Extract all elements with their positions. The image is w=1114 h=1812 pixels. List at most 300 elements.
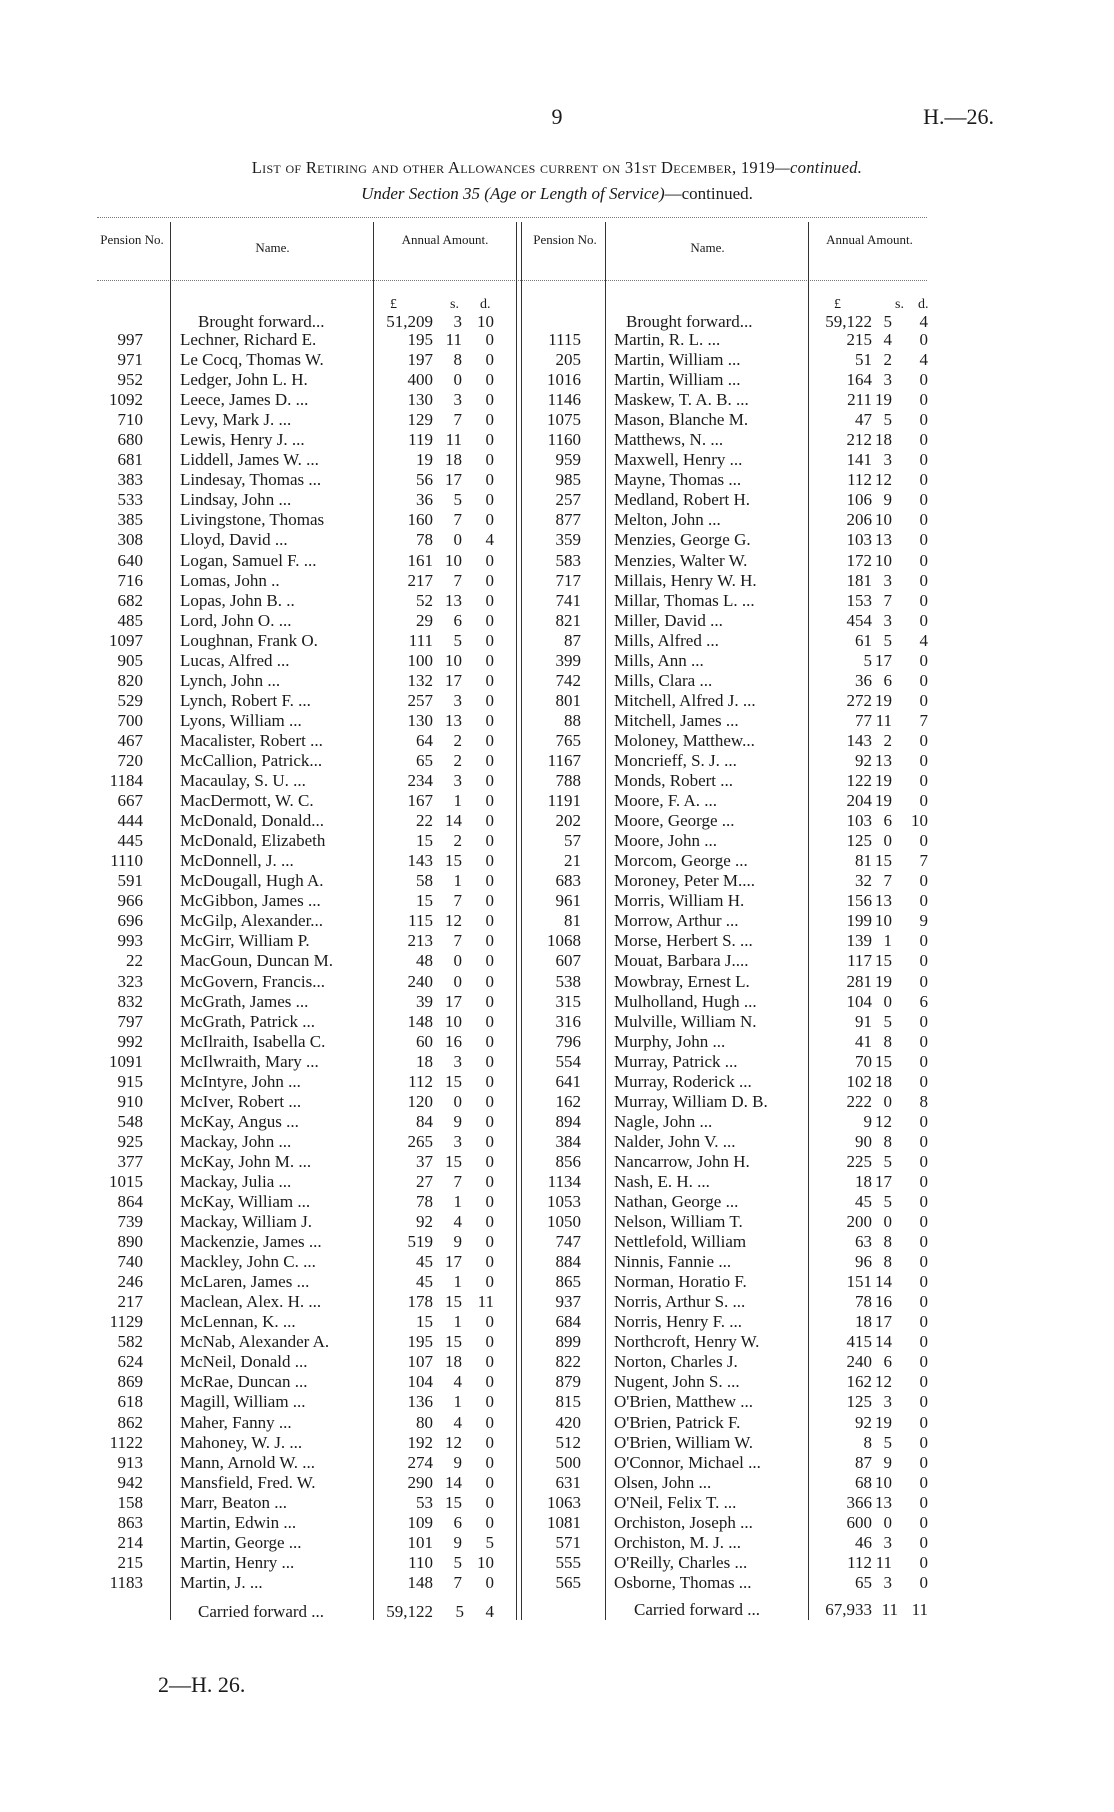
right-amount-shillings: 2 (883, 730, 892, 750)
left-amount-shillings: 16 (445, 1031, 462, 1051)
left-amount-pence: 0 (485, 1272, 494, 1292)
right-pensioner-name: Mitchell, Alfred J. ... (614, 690, 756, 710)
right-amount-shillings: 8 (883, 1131, 892, 1151)
left-amount-pounds: 29 (416, 610, 433, 630)
right-amount-pence: 0 (919, 1392, 928, 1412)
right-amount-pounds: 51 (855, 350, 872, 370)
table-row (0, 651, 1114, 671)
right-amount-pence: 0 (919, 1071, 928, 1091)
left-amount-pounds: 132 (407, 670, 433, 690)
left-amount-shillings: 9 (453, 1532, 462, 1552)
table-row (0, 951, 1114, 971)
unit-pounds-left: £ (390, 297, 397, 312)
left-pensioner-name: Levy, Mark J. ... (180, 410, 292, 430)
table-row (0, 791, 1114, 811)
header-pension-no-left: Pension No. (100, 232, 164, 247)
right-amount-shillings: 6 (883, 1352, 892, 1372)
right-pensioner-name: O'Brien, William W. (614, 1432, 754, 1452)
left-pensioner-name: Mann, Arnold W. ... (180, 1452, 316, 1472)
right-amount-shillings: 14 (875, 1272, 892, 1292)
left-pension-no: 890 (117, 1232, 143, 1252)
right-amount-shillings: 17 (875, 650, 892, 670)
right-amount-shillings: 15 (875, 951, 892, 971)
right-amount-pounds: 454 (846, 610, 872, 630)
right-pension-no: 565 (555, 1572, 581, 1592)
left-amount-pounds: 112 (408, 1071, 433, 1091)
left-amount-pounds: 15 (416, 891, 433, 911)
left-pensioner-name: Le Cocq, Thomas W. (180, 350, 324, 370)
table-row (0, 1132, 1114, 1152)
table-row (0, 771, 1114, 791)
footer-reference: 2—H. 26. (158, 1672, 246, 1697)
right-pension-no: 316 (555, 1011, 581, 1031)
right-pension-no: 1146 (547, 390, 581, 410)
left-amount-shillings: 0 (453, 971, 462, 991)
right-amount-pounds: 141 (846, 450, 872, 470)
right-pension-no: 821 (555, 610, 581, 630)
right-amount-shillings: 18 (875, 1071, 892, 1091)
left-amount-pence: 0 (485, 710, 494, 730)
right-amount-pence: 0 (919, 1552, 928, 1572)
left-pensioner-name: McGibbon, James ... (180, 891, 321, 911)
left-pension-no: 1183 (109, 1572, 143, 1592)
right-pensioner-name: Mayne, Thomas ... (614, 470, 742, 490)
left-pensioner-name: Lechner, Richard E. (180, 330, 317, 349)
right-amount-pounds: 112 (847, 470, 872, 490)
left-pensioner-name: Martin, J. ... (180, 1572, 263, 1592)
left-amount-shillings: 0 (453, 370, 462, 390)
subtitle-continued: —continued. (664, 184, 753, 203)
left-amount-pounds: 60 (416, 1031, 433, 1051)
right-pensioner-name: Murray, William D. B. (614, 1091, 768, 1111)
left-amount-shillings: 7 (453, 891, 462, 911)
table-row (0, 571, 1114, 591)
page-subtitle (0, 184, 1114, 204)
left-pensioner-name: Loughnan, Frank O. (180, 630, 318, 650)
right-pensioner-name: Norris, Henry F. ... (614, 1312, 743, 1332)
right-pension-no: 884 (555, 1252, 581, 1272)
left-amount-pounds: 240 (407, 971, 433, 991)
right-amount-pence: 0 (919, 510, 928, 530)
left-amount-pounds: 213 (407, 931, 433, 951)
left-amount-shillings: 6 (453, 1512, 462, 1532)
right-pension-no: 742 (555, 670, 581, 690)
left-pension-no: 992 (117, 1031, 143, 1051)
right-amount-pence: 0 (919, 1372, 928, 1392)
brought-forward-shillings-right: 5 (883, 312, 892, 331)
title-main: List of Retiring and other Allowances current on 31st December, 1919 (251, 158, 776, 177)
right-amount-pence: 0 (919, 931, 928, 951)
table-row (0, 1272, 1114, 1292)
header-name-right: Name. (690, 240, 725, 255)
left-pensioner-name: McDonald, Donald... (180, 811, 325, 831)
left-amount-pounds: 27 (416, 1171, 433, 1191)
right-pension-no: 202 (555, 811, 581, 831)
table-row (0, 711, 1114, 731)
left-pension-no: 993 (117, 931, 143, 951)
left-amount-pence: 0 (485, 1212, 494, 1232)
left-amount-shillings: 9 (453, 1232, 462, 1252)
left-amount-pounds: 161 (407, 550, 433, 570)
right-amount-pounds: 18 (855, 1171, 872, 1191)
left-pension-no: 905 (117, 650, 143, 670)
left-pensioner-name: Macaulay, S. U. ... (180, 771, 306, 791)
left-amount-pence: 0 (485, 410, 494, 430)
right-amount-pounds: 211 (847, 390, 872, 410)
left-amount-shillings: 4 (453, 1412, 462, 1432)
left-amount-pence: 0 (485, 1071, 494, 1091)
right-pension-no: 162 (555, 1091, 581, 1111)
left-amount-shillings: 13 (445, 710, 462, 730)
left-amount-shillings: 0 (453, 530, 462, 550)
left-amount-pence: 0 (485, 1372, 494, 1392)
right-pensioner-name: Mills, Clara ... (614, 670, 713, 690)
right-pensioner-name: Nancarrow, John H. (614, 1151, 750, 1171)
left-pension-no: 215 (117, 1552, 143, 1572)
left-pension-no: 383 (117, 470, 143, 490)
left-amount-shillings: 7 (453, 1572, 462, 1592)
right-pensioner-name: Mowbray, Ernest L. (614, 971, 750, 991)
right-amount-pounds: 181 (846, 570, 872, 590)
left-pension-no: 681 (117, 450, 143, 470)
left-amount-shillings: 7 (453, 931, 462, 951)
right-amount-pence: 0 (919, 1252, 928, 1272)
left-amount-pence: 0 (485, 350, 494, 370)
table-row (0, 1372, 1114, 1392)
left-amount-shillings: 15 (445, 1292, 462, 1312)
left-pension-no: 1097 (109, 630, 143, 650)
right-pension-no: 384 (555, 1131, 581, 1151)
right-amount-pence: 0 (919, 530, 928, 550)
right-pensioner-name: Millar, Thomas L. ... (614, 590, 755, 610)
left-amount-pounds: 195 (407, 1332, 433, 1352)
right-amount-pence: 6 (919, 991, 928, 1011)
right-pensioner-name: Nathan, George ... (614, 1192, 739, 1212)
left-pension-no: 740 (117, 1252, 143, 1272)
left-pension-no: 246 (117, 1272, 143, 1292)
left-amount-pounds: 111 (408, 630, 433, 650)
left-amount-shillings: 2 (453, 831, 462, 851)
left-amount-shillings: 9 (453, 1452, 462, 1472)
brought-forward-pounds-right: 59,122 (825, 312, 872, 331)
right-amount-pounds: 92 (855, 750, 872, 770)
right-pension-no: 1068 (547, 931, 581, 951)
left-amount-pence: 0 (485, 330, 494, 349)
right-pensioner-name: Moncrieff, S. J. ... (614, 750, 737, 770)
right-pension-no: 554 (555, 1051, 581, 1071)
right-amount-pence: 0 (919, 1272, 928, 1292)
left-amount-pounds: 84 (416, 1111, 433, 1131)
right-amount-pence: 0 (919, 1031, 928, 1051)
left-amount-shillings: 14 (445, 811, 462, 831)
page-title (0, 158, 1114, 178)
table-row (0, 551, 1114, 571)
right-amount-pounds: 68 (855, 1472, 872, 1492)
right-amount-pence: 0 (919, 750, 928, 770)
right-amount-pounds: 156 (846, 891, 872, 911)
table-row (0, 450, 1114, 470)
right-amount-shillings: 15 (875, 851, 892, 871)
left-pension-no: 1122 (109, 1432, 143, 1452)
right-amount-pence: 0 (919, 1111, 928, 1131)
left-pension-no: 624 (117, 1352, 143, 1372)
left-amount-pounds: 274 (407, 1452, 433, 1472)
left-amount-shillings: 12 (445, 911, 462, 931)
right-pension-no: 88 (564, 710, 581, 730)
carried-forward-pence-right: 11 (911, 1600, 928, 1619)
left-amount-pounds: 15 (416, 831, 433, 851)
table-row (0, 831, 1114, 851)
right-amount-pounds: 106 (846, 490, 872, 510)
left-pensioner-name: Logan, Samuel F. ... (180, 550, 317, 570)
right-amount-shillings: 16 (875, 1292, 892, 1312)
right-amount-shillings: 0 (883, 1212, 892, 1232)
right-pension-no: 571 (555, 1532, 581, 1552)
right-amount-shillings: 5 (883, 630, 892, 650)
right-amount-pence: 0 (919, 891, 928, 911)
left-pension-no: 966 (117, 891, 143, 911)
header-name-left: Name. (255, 240, 290, 255)
right-pensioner-name: Millais, Henry W. H. (614, 570, 757, 590)
left-amount-pence: 0 (485, 510, 494, 530)
right-amount-shillings: 12 (875, 1372, 892, 1392)
left-amount-shillings: 12 (445, 1432, 462, 1452)
right-amount-pounds: 36 (855, 670, 872, 690)
left-amount-pence: 0 (485, 971, 494, 991)
right-amount-pounds: 87 (855, 1452, 872, 1472)
right-amount-shillings: 14 (875, 1332, 892, 1352)
left-pension-no: 1091 (109, 1051, 143, 1071)
unit-pence-left: d. (480, 297, 491, 312)
right-pensioner-name: Nagle, John ... (614, 1111, 713, 1131)
left-pension-no: 997 (117, 330, 143, 349)
left-pensioner-name: Leece, James D. ... (180, 390, 309, 410)
left-pensioner-name: Ledger, John L. H. (180, 370, 308, 390)
left-pensioner-name: Lynch, John ... (180, 670, 281, 690)
right-amount-pounds: 81 (855, 851, 872, 871)
right-amount-shillings: 7 (883, 590, 892, 610)
table-row (0, 751, 1114, 771)
left-pensioner-name: Lomas, John .. (180, 570, 280, 590)
right-amount-pounds: 225 (846, 1151, 872, 1171)
left-amount-pounds: 45 (416, 1272, 433, 1292)
left-amount-shillings: 8 (453, 350, 462, 370)
left-amount-pounds: 36 (416, 490, 433, 510)
left-amount-shillings: 6 (453, 610, 462, 630)
table-row (0, 330, 1114, 350)
left-pensioner-name: Mackley, John C. ... (180, 1252, 316, 1272)
table-row (0, 1052, 1114, 1072)
table-row (0, 350, 1114, 370)
left-amount-pence: 0 (485, 490, 494, 510)
left-amount-pence: 0 (485, 911, 494, 931)
right-amount-pounds: 222 (846, 1091, 872, 1111)
left-pensioner-name: Maher, Fanny ... (180, 1412, 292, 1432)
right-amount-pence: 0 (919, 470, 928, 490)
right-pension-no: 1191 (547, 791, 581, 811)
left-pensioner-name: Martin, Edwin ... (180, 1512, 297, 1532)
right-pensioner-name: Nash, E. H. ... (614, 1171, 710, 1191)
header-amount-right: Annual Amount. (826, 232, 913, 247)
right-amount-pence: 9 (919, 911, 928, 931)
right-amount-pounds: 281 (846, 971, 872, 991)
unit-pounds-right: £ (834, 297, 841, 312)
right-amount-pence: 0 (919, 1151, 928, 1171)
left-pensioner-name: McDonnell, J. ... (180, 851, 294, 871)
right-amount-pounds: 366 (846, 1492, 872, 1512)
right-pension-no: 1053 (547, 1192, 581, 1212)
left-pensioner-name: McIntyre, John ... (180, 1071, 301, 1091)
left-amount-pence: 0 (485, 630, 494, 650)
left-amount-shillings: 3 (453, 771, 462, 791)
right-pension-no: 717 (555, 570, 581, 590)
right-amount-pounds: 151 (846, 1272, 872, 1292)
right-amount-shillings: 7 (883, 871, 892, 891)
left-amount-pence: 0 (485, 1171, 494, 1191)
left-pension-no: 667 (117, 791, 143, 811)
table-row (0, 591, 1114, 611)
right-pensioner-name: Maskew, T. A. B. ... (614, 390, 749, 410)
left-pension-no: 739 (117, 1212, 143, 1232)
left-pension-no: 529 (117, 690, 143, 710)
table-row (0, 671, 1114, 691)
left-pension-no: 640 (117, 550, 143, 570)
table-row (0, 1172, 1114, 1192)
left-amount-pounds: 519 (407, 1232, 433, 1252)
right-pensioner-name: Nelson, William T. (614, 1212, 743, 1232)
left-pensioner-name: McDonald, Elizabeth (180, 831, 326, 851)
left-pension-no: 214 (117, 1532, 143, 1552)
left-amount-pounds: 148 (407, 1572, 433, 1592)
right-pension-no: 765 (555, 730, 581, 750)
right-amount-pence: 0 (919, 430, 928, 450)
right-amount-shillings: 8 (883, 1031, 892, 1051)
right-pension-no: 1134 (547, 1171, 581, 1191)
right-amount-pounds: 600 (846, 1512, 872, 1532)
table-row (0, 1112, 1114, 1132)
right-amount-pence: 0 (919, 730, 928, 750)
right-amount-shillings: 9 (883, 490, 892, 510)
right-pensioner-name: Monds, Robert ... (614, 771, 733, 791)
left-amount-pounds: 115 (408, 911, 433, 931)
right-amount-pounds: 153 (846, 590, 872, 610)
right-pension-no: 205 (555, 350, 581, 370)
right-amount-shillings: 13 (875, 750, 892, 770)
right-pensioner-name: Nalder, John V. ... (614, 1131, 736, 1151)
left-pension-no: 444 (117, 811, 143, 831)
right-amount-pounds: 122 (846, 771, 872, 791)
right-pension-no: 796 (555, 1031, 581, 1051)
left-pension-no: 832 (117, 991, 143, 1011)
left-pension-no: 323 (117, 971, 143, 991)
right-amount-pounds: 91 (855, 1011, 872, 1031)
right-amount-pounds: 45 (855, 1192, 872, 1212)
right-pension-no: 959 (555, 450, 581, 470)
right-amount-pounds: 206 (846, 510, 872, 530)
right-pension-no: 420 (555, 1412, 581, 1432)
right-pension-no: 21 (564, 851, 581, 871)
left-amount-pence: 5 (485, 1532, 494, 1552)
carried-forward-label-right: Carried forward ... (634, 1600, 761, 1619)
right-amount-pence: 0 (919, 1432, 928, 1452)
left-pension-no: 915 (117, 1071, 143, 1091)
right-amount-shillings: 19 (875, 690, 892, 710)
left-amount-pounds: 130 (407, 390, 433, 410)
table-row (0, 530, 1114, 550)
right-amount-pounds: 18 (855, 1312, 872, 1332)
right-amount-pounds: 90 (855, 1131, 872, 1151)
right-pension-no: 1016 (547, 370, 581, 390)
right-pension-no: 1160 (547, 430, 581, 450)
table-row (0, 811, 1114, 831)
right-amount-pounds: 5 (863, 650, 872, 670)
right-pension-no: 684 (555, 1312, 581, 1332)
right-amount-shillings: 19 (875, 1412, 892, 1432)
right-pensioner-name: Maxwell, Henry ... (614, 450, 743, 470)
left-amount-pounds: 107 (407, 1352, 433, 1372)
right-amount-pounds: 199 (846, 911, 872, 931)
right-amount-pence: 0 (919, 1131, 928, 1151)
left-amount-pence: 0 (485, 1352, 494, 1372)
left-amount-pence: 0 (485, 1432, 494, 1452)
left-amount-pounds: 56 (416, 470, 433, 490)
table-row (0, 390, 1114, 410)
left-amount-pence: 0 (485, 1392, 494, 1412)
left-amount-pence: 0 (485, 610, 494, 630)
left-amount-pence: 0 (485, 590, 494, 610)
right-pensioner-name: Moloney, Matthew... (614, 730, 755, 750)
brought-forward-pounds-left: 51,209 (386, 312, 433, 331)
right-amount-shillings: 19 (875, 791, 892, 811)
right-amount-pounds: 200 (846, 1212, 872, 1232)
left-pensioner-name: McNeil, Donald ... (180, 1352, 308, 1372)
left-amount-pounds: 195 (407, 330, 433, 349)
table-row (0, 691, 1114, 711)
left-amount-shillings: 1 (453, 791, 462, 811)
left-amount-shillings: 15 (445, 1332, 462, 1352)
left-pension-no: 710 (117, 410, 143, 430)
left-pensioner-name: Macalister, Robert ... (180, 730, 323, 750)
right-pensioner-name: Mitchell, James ... (614, 710, 739, 730)
right-pension-no: 57 (564, 831, 581, 851)
right-pension-no: 1050 (547, 1212, 581, 1232)
left-amount-pence: 0 (485, 1031, 494, 1051)
table-row (0, 1493, 1114, 1513)
header-amount-left: Annual Amount. (401, 232, 489, 247)
right-amount-pence: 0 (919, 1232, 928, 1252)
left-amount-shillings: 4 (453, 1372, 462, 1392)
left-pension-no: 682 (117, 590, 143, 610)
left-amount-pence: 0 (485, 450, 494, 470)
left-amount-pounds: 22 (416, 811, 433, 831)
right-pension-no: 877 (555, 510, 581, 530)
left-amount-pence: 0 (485, 690, 494, 710)
table-row (0, 490, 1114, 510)
table-header-rule (97, 280, 927, 281)
table-row (0, 510, 1114, 530)
right-amount-pence: 0 (919, 1011, 928, 1031)
right-amount-shillings: 3 (883, 610, 892, 630)
left-amount-pounds: 400 (407, 370, 433, 390)
table-row (0, 931, 1114, 951)
brought-forward-shillings-left: 3 (453, 312, 462, 331)
left-amount-pence: 0 (485, 1091, 494, 1111)
right-pension-no: 399 (555, 650, 581, 670)
left-amount-pounds: 257 (407, 690, 433, 710)
right-pensioner-name: Nettlefold, William (614, 1232, 747, 1252)
left-pension-no: 485 (117, 610, 143, 630)
left-amount-shillings: 10 (445, 1011, 462, 1031)
